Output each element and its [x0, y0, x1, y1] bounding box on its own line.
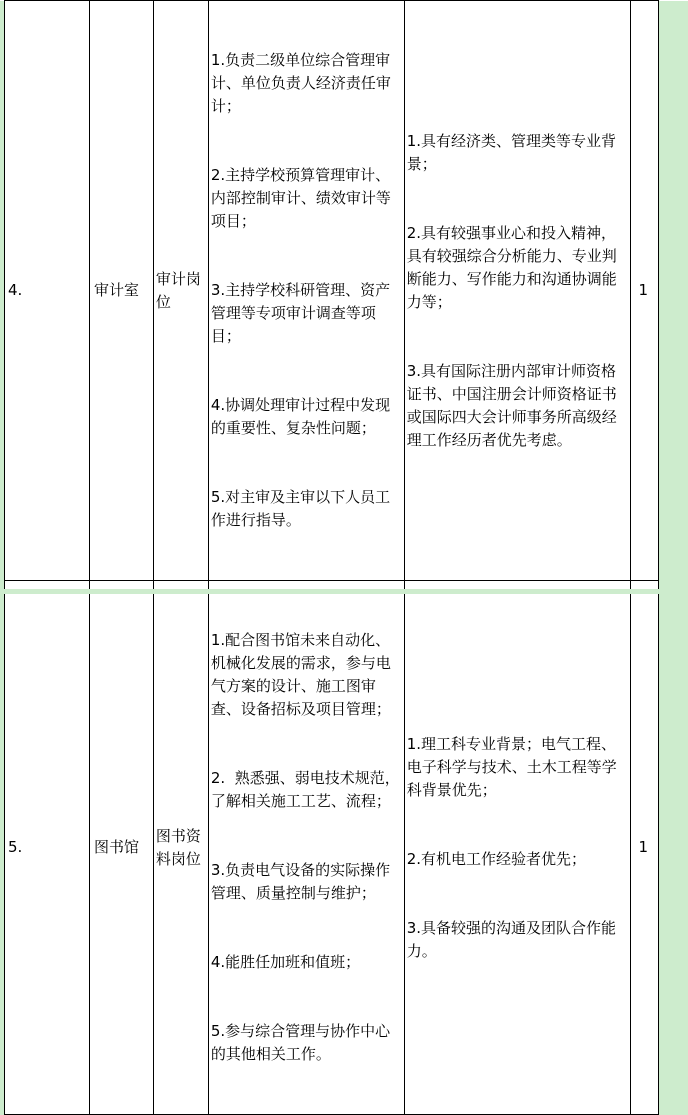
- duties-cell: [208, 581, 404, 1115]
- requirement-item: 1.理工科专业背景；电气工程、电子科学与技术、土木工程等学科背景优先；: [406, 734, 617, 799]
- headcount-cell: 1: [630, 581, 659, 1115]
- duty-item: 3.主持学校科研管理、资产管理等专项审计调查等项目；: [210, 281, 391, 345]
- duty-item: 5.对主审及主审以下人员工作进行指导。: [210, 488, 391, 529]
- duties-cell: [208, 1, 404, 581]
- background-strip: [0, 589, 688, 594]
- row-edge: [659, 581, 688, 1115]
- requirement-item: 3.具备较强的沟通及团队合作能力。: [406, 918, 617, 960]
- row-edge: [659, 1, 688, 581]
- requirement-item: 2.具有较强事业心和投入精神，具有较强综合分析能力、专业判断能力、写作能力和沟通协调能力等；: [406, 223, 617, 311]
- table-row: [0, 581, 688, 1115]
- position-cell: 审计岗位: [153, 1, 208, 581]
- duty-item: 4.协调处理审计过程中发现的重要性、复杂性问题；: [210, 396, 391, 437]
- duty-item: 4.能胜任加班和值班；: [210, 953, 361, 971]
- row-number: 5.: [5, 581, 90, 1115]
- department-cell: 审计室: [89, 1, 153, 581]
- requirement-item: 3.具有国际注册内部审计师资格证书、中国注册会计师资格证书或国际四大会计师事务所高级经理工作经历者优先考虑。: [406, 361, 617, 449]
- requirement-item: 2.有机电工作经验者优先；: [406, 849, 587, 868]
- requirement-item: 1.具有经济类、管理类等专业背景；: [406, 131, 617, 173]
- department-cell: 图书馆: [89, 581, 153, 1115]
- duty-item: 5.参与综合管理与协作中心的其他相关工作。: [210, 1022, 391, 1063]
- requirements-cell: [404, 581, 630, 1115]
- headcount-cell: 1: [630, 1, 659, 581]
- duty-item: 2. 熟悉强、弱电技术规范，了解相关施工工艺、流程；: [210, 769, 400, 810]
- requirements-cell: [404, 1, 630, 581]
- row-number: 4.: [5, 1, 90, 581]
- duty-item: 1.配合图书馆未来自动化、机械化发展的需求，参与电气方案的设计、施工图审查、设备招标及项目管理；: [210, 631, 391, 718]
- position-cell: 图书资料岗位: [153, 581, 208, 1115]
- duty-item: 1.负责二级单位综合管理审计、单位负责人经济责任审计；: [210, 51, 391, 115]
- duty-item: 3.负责电气设备的实际操作管理、质量控制与维护；: [210, 861, 391, 902]
- duty-item: 2.主持学校预算管理审计、内部控制审计、绩效审计等项目；: [210, 166, 391, 230]
- table-row: [0, 1, 688, 581]
